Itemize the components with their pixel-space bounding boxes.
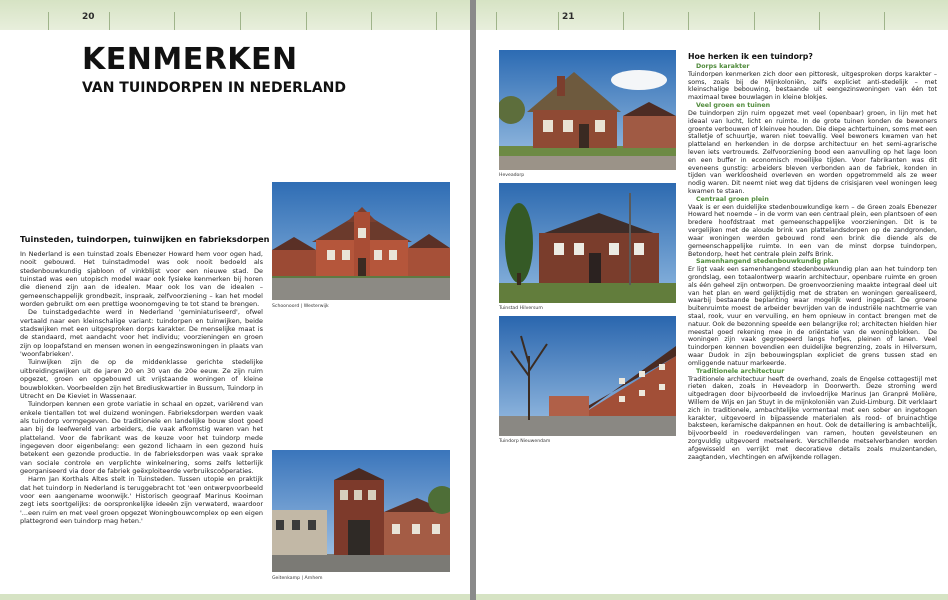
page-footer-band [0,594,470,600]
subheading: Traditionele architectuur [696,367,785,375]
body-text-column [20,250,263,525]
page-title: KENMERKEN [82,42,298,77]
subheading: Dorps karakter [696,63,750,70]
photo-hilversum [499,183,676,303]
photo-caption: Tuinstad Hilversum [499,306,543,311]
paragraph: Vaak is er een duidelijke stedenbouwkundige kern – de Green zoals Ebenezer Howard het noemde – in de vorm van een centraal plein, een plantsoen of een bredere hoofdstraat met gemeenschappelijke voorzieningen. Dit is te vergelijken met de aloude brink van plattelandsdorpen op de zandgronden, waar woningen werden gebouwd rond een brink die diende als de gemeenschappelijke ruimte. In een van de minst dorpse tuindorpen, Betondorp, heet het centrale plein zelfs Brink. [688,203,937,258]
page-number: 21 [562,12,575,22]
photo-geitenkamp [272,450,450,572]
paragraph: In Nederland is een tuinstad zoals Ebenezer Howard hem voor ogen had, nooit gebouwd. Het tuinstadmodel was ook nooit bedoeld als stedenbouwkundig sjabloon of vinkblijst voor een nieuwe stad. De tuinstad was een utopisch model waar ook fysieke kenmerken bij horen die dienend zijn aan de idealen. Maar ook los van de idealen – gemeenschappelijk grondbezit, inspraak, zelfvoorziening – kan het model worden gebruikt om een prettige woonomgeving te tot stand te brengen. [20,250,263,309]
paragraph: Tuindorpen kenmerken zich door een pittoresk, uitgesproken dorps karakter – soms, zoals bij de Mijnkoloniën, zelfs expliciet anti-stedelijk – met kleinschalige bebouwing, bestaande uit eengezinswoningen van één tot maximaal twee bouwlagen in kleine blokjes. [688,70,937,102]
left-page [0,0,470,600]
photo-heveadorp [499,50,676,170]
paragraph: Er ligt vaak een samenhangend stedenbouwkundig plan aan het tuindorp ten grondslag, een totaalontwerp waarin architectuur, openbare ruimte en groen als één geheel zijn ontworpen. De groenvoorziening maakte integraal deel uit van het plan en werd gelijktijdig met de straten en woningen gerealiseerd, waarbij bestaande beplanting waar mogelijk werd ingepast. De groene buitenruimte moest de arbeider bevrijden van de industriële nachtmerrie van staal, rook, vuur en vervuiling, en hem opnieuw in contact brengen met de natuur. Ook de bezonning speelde een belangrijke rol; architecten hielden hier meestal goed rekening mee in de oriëntatie van de woningblokken. De woningen zijn vaak gegroepeerd langs hofjes, pleinen of lanen. Veel tuindorpen kennen bovendien een duidelijke begrenzing, zoals in Hilversum, waar Dudok in zijn bebouwingsplan expliciet de grens tussen stad en omliggende natuur markeerde. [688,266,937,367]
paragraph: De tuindorpen zijn ruim opgezet met veel (openbaar) groen, in lijn met het ideaal van lucht, licht en ruimte. In de grote tuinen konden de bewoners groente verbouwen of kleinvee houden. Die diepe achtertuinen, soms met een stalletje of schuurtje, waren niet toevallig. Veel bewoners kwamen van het platteland en herkenden in de dorpse architectuur en het semi-agrarische leven iets vertrouwds. Zelfvoorziening bood een aanvulling op het lage loon en een buffer in economisch moeilijke tijden. Voor fabrikanten was dit eveneens gunstig: arbeiders bleven verbonden aan de fabriek, konden in tijden van werkloosheid overleven en worden opgetrommeld als ze weer nodig waren. Dit neemt niet weg dat tijdens de crisisjaren veel woningen leeg kwamen te staan. [688,109,937,195]
photo-caption: Geitenkamp | Arnhem [272,576,323,581]
photo-caption: Schoonoord | Westerwijk [272,304,329,309]
paragraph: Traditionele architectuur heeft de overhand, zoals de Engelse cottagestijl met rieten daken, zoals in Heveadorp in Doorwerth. Deze stroming werd uitgedragen door bijvoorbeeld de invloedrijke Marinus Jan Granpré Molière, Willem de Wijs en Jan Stuyt in de mijnkoloniën van Zuid-Limburg. Dit verklaart zich in traditionele, ambachtelijke vormentaal met een sober en ingetogen karakter, uitgevoerd in bijpassende materialen als rood- of bruinachtige baksteen, keramische dakpannen en hout. Ook de detaillering is ambachtelijk, bijvoorbeeld in roedeverdelingen van ramen, houten gevelsteunen en zorgvuldig uitgevoerd metselwerk. Verschillende metselverbanden worden afgewisseld en verrijkt met decoratieve details zoals muizentanden, zaagtanden, vlechtingen en afwijkende rollagen. [688,375,937,461]
photo-schoonoord [272,182,450,300]
paragraph: Harm Jan Korthals Altes stelt in Tuinsteden. Tussen utopie en praktijk dat het tuindorp in Nederland is teruggebracht tot 'een ontwerpvoorbeeld voor een aangename woonwijk.' Historisch geograaf Marinus Kooiman zegt iets soortgelijks: de oorspronkelijke ideeën zijn verwaterd, waardoor '...een ruim en met veel groen opgezet Woningbouwcomplex op een eigen plattegrond een tuindorp mag heten.' [20,475,263,525]
page-subtitle: VAN TUINDORPEN IN NEDERLAND [82,80,347,96]
subheading: Samenhangend stedenbouwkundig plan [696,258,839,266]
photo-caption: Tuindorp Nieuwendam [499,439,551,444]
section-heading: Tuinsteden, tuindorpen, tuinwijken en fabrieksdorpen [20,234,270,244]
paragraph: Tuindorpen kennen een grote variatie in schaal en opzet, variërend van enkele tientallen tot wel duizend woningen. Fabrieksdorpen werden vaak als tuindorp vormgegeven. De traditionele en landelijke bouw sloot goed aan bij de leefwereld van arbeiders, die vaak afkomstig waren van het platteland. Voor de fabrikant was de keuze voor het tuindorp mede ingegeven door eigenbelang: een gezond lichaam in een gezond huis betekent een gezonde productie. In de fabrieksdorpen was vaak sprake van sociale controle en verplichte winkelnering, soms zelfs letterlijk georganiseerd via door de fabriek geëxploiteerde verbruikscoöperaties. [20,400,263,475]
page-footer-band [476,594,948,600]
subheading: Veel groen en tuinen [696,102,771,110]
photo-caption: Heveadorp [499,173,525,178]
right-page [476,0,948,600]
paragraph: De tuinstadgedachte werd in Nederland 'geminiaturiseerd', ofwel vertaald naar een kleinschalige variant: tuindorpen en tuinwijken, beide stadswijken met een uitgesproken dorps karakter. De menselijke maat is de standaard, met aandacht voor het individu; voorzieningen en groen zijn op loopafstand en mensen wonen in eengezinswoningen in plaats van 'woonfabrieken'. [20,308,263,359]
page-header-band [0,0,470,30]
paragraph: Tuinwijken zijn de op de middenklasse gerichte stedelijke uitbreidingswijken uit de jaren 20 en 30 van de 20e eeuw. Ze zijn ruim opgezet, groen en opgebouwd uit vrijstaande woningen of kleine bouwblokken. Voorbeelden zijn het Brediuskwartier in Bussum, Tuindorp in Utrecht en De Kieviet in Wassenaar. [20,358,263,400]
photo-nieuwendam [499,316,676,436]
page-header-band [476,0,948,30]
page-number: 20 [82,12,95,22]
body-text-column [688,63,937,461]
section-question: Hoe herken ik een tuindorp? [688,52,813,61]
subheading: Centraal groen plein [696,195,769,203]
